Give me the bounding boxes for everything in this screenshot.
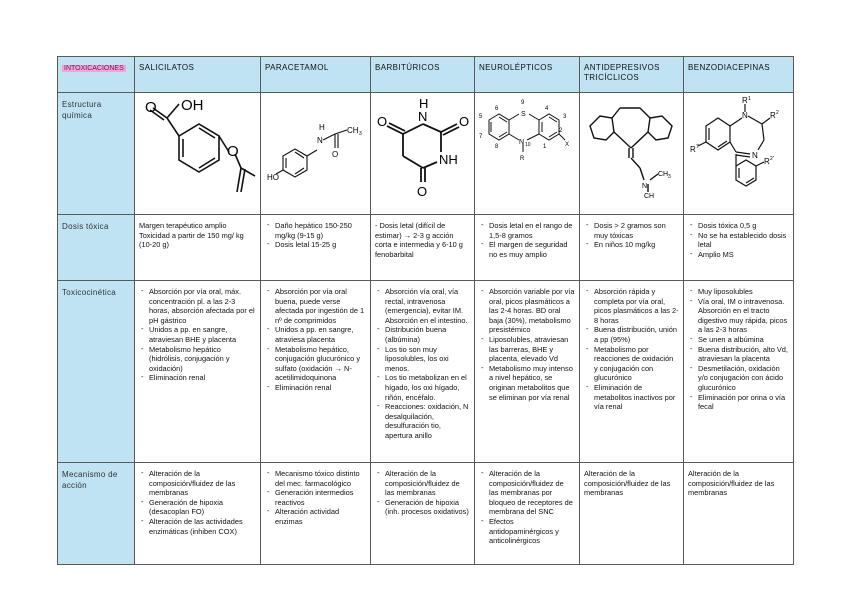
toxico-salicilatos-item: - Absorción por vía oral, máx. concentración pl. a las 2-3 horas, absorción afectada por el pH gástrico <box>149 287 256 325</box>
dosis-antidepresivos <box>580 215 684 281</box>
dosis-salicilatos-text: Margen terapéutico amplio Toxicidad a partir de 150 mg/ kg (10-20 g) <box>139 221 244 250</box>
phenothiazine-position-9: 9 <box>521 100 525 106</box>
dosis-benzodiacepinas-item: - No se ha establecido dosis letal <box>698 231 789 250</box>
tricyclic-ch3-bottom-label: CH <box>644 193 655 200</box>
phenothiazine-position-1: 1 <box>543 144 547 150</box>
structure-barbituricos <box>371 93 475 215</box>
dosis-antidepresivos-item: - En niños 10 mg/kg <box>594 240 679 250</box>
paracetamol-o-label: O <box>332 150 339 159</box>
row-estructura <box>58 93 794 215</box>
mecanismo-salicilatos <box>135 463 261 565</box>
benzodiazepine-molecule-image <box>688 96 790 200</box>
dosis-paracetamol <box>261 215 371 281</box>
toxico-paracetamol <box>261 281 371 463</box>
tricyclic-n-label: N <box>642 183 648 190</box>
mecanismo-salicilatos-item: - Alteración de las actividades enzimáticas (inhiben COX) <box>149 517 256 536</box>
barbiturate-h-label: H <box>419 96 429 111</box>
toxico-neurolepticos-item: - Absorción variable por vía oral, picos plasmáticos a las 2-4 horas. BD oral baja (30%), metabolismo presistémico <box>489 287 575 335</box>
phenothiazine-position-10: 10 <box>525 142 531 148</box>
toxico-benzodiacepinas-item: - Desmetilación, oxidación y/o conjugación con ácido glucurónico <box>698 364 789 393</box>
toxico-antidepresivos <box>580 281 684 463</box>
dosis-benzodiacepinas <box>684 215 794 281</box>
salicylate-oh-label: OH <box>181 97 204 114</box>
corner-label: INTOXICACIONES <box>64 65 124 72</box>
dosis-neurolepticos-item: - El margen de seguridad no es muy amplio <box>489 240 575 259</box>
toxico-paracetamol-item: - Metabolismo hepático, conjugación glucurónico y sulfato (oxidación → N-acetilimidoquinona <box>275 345 366 383</box>
phenothiazine-r-label: R <box>520 156 525 162</box>
phenothiazine-position-2: 2 <box>559 128 563 134</box>
toxico-barbituricos-item: - Los tio son muy liposolubles, los oxi menos. <box>385 345 470 374</box>
structure-salicilatos <box>135 93 261 215</box>
row-dosis <box>58 215 794 281</box>
phenothiazine-position-3: 3 <box>563 114 567 120</box>
benzodiazepine-n4-label: N <box>752 151 758 160</box>
mecanismo-salicilatos-item: - Generación de hipoxia (desacoplan FO) <box>149 498 256 517</box>
toxico-barbituricos-item: - Absorción vía oral, vía rectal, intravenosa (emergencia), evitar IM. Absorción en el intestino. <box>385 287 470 325</box>
dosis-antidepresivos-item: - Dosis > 2 gramos son muy tóxicas <box>594 221 679 240</box>
toxico-benzodiacepinas-item: - Se unen a albúmina <box>698 335 789 345</box>
col-header-salicilatos: SALICILATOS <box>135 57 261 93</box>
benzodiazepine-n1-label: N <box>742 111 748 120</box>
toxico-barbituricos-item: - Distribución buena (albúmina) <box>385 325 470 344</box>
toxico-benzodiacepinas-item: - Eliminación por orina o vía fecal <box>698 393 789 412</box>
mecanismo-antidepresivos <box>580 463 684 565</box>
mecanismo-neurolepticos-item: - Efectos antidopaminérgicos y anticolinérgicos <box>489 517 575 546</box>
toxico-benzodiacepinas-item: - Vía oral, IM o intravenosa. Absorción en el tracto digestivo muy rápida, picos a las 2-3 horas <box>698 297 789 335</box>
mecanismo-paracetamol-item: - Alteración actividad enzimas <box>275 507 366 526</box>
paracetamol-h-label: H <box>319 123 325 132</box>
toxico-salicilatos <box>135 281 261 463</box>
phenothiazine-position-8: 8 <box>495 144 499 150</box>
toxico-salicilatos-item: - Metabolismo hepático (hidrólisis, conjugación y oxidación) <box>149 345 256 374</box>
dosis-benzodiacepinas-item: - Amplio MS <box>698 250 789 260</box>
dosis-salicilatos <box>135 215 261 281</box>
dosis-neurolepticos-item: - Dosis letal en el rango de 1,5-8 gramos <box>489 221 575 240</box>
phenothiazine-position-5: 5 <box>479 114 483 120</box>
row-mecanismo <box>58 463 794 565</box>
paracetamol-ch3-label: CH <box>347 126 359 135</box>
phenothiazine-position-4: 4 <box>545 106 549 112</box>
toxico-neurolepticos-item: - Liposolubles, atraviesan las barreras, BHE y placenta, elevado Vd <box>489 335 575 364</box>
paracetamol-n-label: N <box>317 136 323 145</box>
toxico-antidepresivos-item: - Eliminación de metabolitos inactivos por vía renal <box>594 383 679 412</box>
barbiturate-molecule-image <box>375 96 473 200</box>
paracetamol-molecule-image <box>265 96 369 200</box>
toxico-paracetamol-item: - Unidos a pp. en sangre, atraviesa placenta <box>275 325 366 344</box>
benzodiazepine-r1-label: R <box>742 96 748 105</box>
benzodiazepine-r2prime-label: R <box>764 157 770 166</box>
barbiturate-nh-label: NH <box>439 152 458 167</box>
toxico-neurolepticos-item: - Metabolismo muy intenso a nivel hepático, se originan metabolitos que se eliminan por vía renal <box>489 364 575 402</box>
row-label-toxicocinetica: Toxicocinética <box>58 281 135 463</box>
benzodiazepine-r2-superscript: 2 <box>776 110 779 116</box>
barbiturate-o-bottom-label: O <box>417 184 428 199</box>
barbiturate-n-label: N <box>418 109 428 124</box>
benzodiazepine-r1-superscript: 1 <box>748 96 751 102</box>
toxico-barbituricos-item: - Reacciones: oxidación, N desalquilación, desulfuración tio, apertura anillo <box>385 402 470 440</box>
mecanismo-paracetamol <box>261 463 371 565</box>
salicylate-o-label: O <box>145 99 157 116</box>
structure-neurolepticos <box>475 93 580 215</box>
corner-cell <box>58 57 135 93</box>
structure-paracetamol <box>261 93 371 215</box>
dosis-paracetamol-item: - Dosis letal 15-25 g <box>275 240 366 250</box>
col-header-neurolepticos: NEUROLÉPTICOS <box>475 57 580 93</box>
mecanismo-neurolepticos <box>475 463 580 565</box>
toxico-antidepresivos-item: - Buena distribución, unión a pp (95%) <box>594 325 679 344</box>
toxico-benzodiacepinas-item: - Muy liposolubles <box>698 287 789 297</box>
paracetamol-ch3-subscript: 3 <box>359 131 362 137</box>
mecanismo-benzodiacepinas <box>684 463 794 565</box>
row-label-estructura: Estructura química <box>58 93 135 215</box>
benzodiazepine-r2-label: R <box>770 111 776 120</box>
barbiturate-o-right-label: O <box>459 114 470 129</box>
phenothiazine-n-label: N <box>519 139 525 146</box>
mecanismo-paracetamol-item: - Generación intermedios reactivos <box>275 488 366 507</box>
mecanismo-paracetamol-item: - Mecanismo tóxico distinto del mec. farmacológico <box>275 469 366 488</box>
col-header-barbituricos: BARBITÚRICOS <box>371 57 475 93</box>
intoxication-table <box>57 56 794 565</box>
toxico-benzodiacepinas <box>684 281 794 463</box>
toxico-antidepresivos-item: - Metabolismo por reacciones de oxidación y conjugación con glucurónico <box>594 345 679 383</box>
col-header-paracetamol: PARACETAMOL <box>261 57 371 93</box>
phenothiazine-molecule-image <box>479 96 575 166</box>
benzodiazepine-r7-superscript: 7 <box>696 144 699 150</box>
tricyclic-ch3-top-label: CH <box>658 171 669 178</box>
col-header-benzodiacepinas: BENZODIACEPINAS <box>684 57 794 93</box>
mecanismo-neurolepticos-item: - Alteración de la composición/fluidez de las membranas por bloqueo de receptores de membrana del SNC <box>489 469 575 517</box>
mecanismo-barbituricos-item: - Generación de hipoxia (inh. procesos oxidativos) <box>385 498 470 517</box>
toxico-benzodiacepinas-item: - Buena distribución, alto Vd, atraviesan la placenta <box>698 345 789 364</box>
barbiturate-o-left-label: O <box>377 114 388 129</box>
salicylate-molecule-image <box>139 96 257 200</box>
row-label-mecanismo: Mecanismo de acción <box>58 463 135 565</box>
mecanismo-benzodiacepinas-text: Alteración de la composición/fluidez de las membranas <box>688 469 775 498</box>
salicylate-ester-o-label: O <box>227 143 239 160</box>
dosis-paracetamol-item: - Daño hepático 150-250 mg/kg (9-15 g) <box>275 221 366 240</box>
toxico-paracetamol-item: - Absorción por vía oral buena, puede verse afectada por ingestión de 1 nº de comprimidos <box>275 287 366 325</box>
tricyclic-molecule-image <box>584 96 682 200</box>
toxico-salicilatos-item: - Eliminación renal <box>149 373 256 383</box>
toxico-barbituricos <box>371 281 475 463</box>
mecanismo-barbituricos <box>371 463 475 565</box>
structure-benzodiacepinas <box>684 93 794 215</box>
toxico-paracetamol-item: - Eliminación renal <box>275 383 366 393</box>
phenothiazine-position-6: 6 <box>495 106 499 112</box>
dosis-benzodiacepinas-item: - Dosis tóxica 0,5 g <box>698 221 789 231</box>
dosis-barbituricos-text: - Dosis letal (difícil de estimar) → 2-3 g acción corta e intermedia y 6-10 g fenobarbital <box>375 221 463 259</box>
paracetamol-ho-label: HO <box>267 173 279 182</box>
benzodiazepine-r7-label: R <box>690 145 696 154</box>
mecanismo-antidepresivos-text: Alteración de la composición/fluidez de las membranas <box>584 469 671 498</box>
phenothiazine-position-7: 7 <box>479 134 483 140</box>
row-toxicocinetica <box>58 281 794 463</box>
phenothiazine-s-label: S <box>521 111 526 118</box>
toxico-neurolepticos <box>475 281 580 463</box>
mecanismo-barbituricos-item: - Alteración de la composición/fluidez de las membranas <box>385 469 470 498</box>
dosis-neurolepticos <box>475 215 580 281</box>
phenothiazine-x-label: X <box>565 142 570 148</box>
toxico-salicilatos-item: - Unidos a pp. en sangre, atraviesan BHE y placenta <box>149 325 256 344</box>
toxico-antidepresivos-item: - Absorción rápida y completa por vía oral, picos plasmáticos a las 2-8 horas <box>594 287 679 325</box>
col-header-antidepresivos: ANTIDEPRESIVOS TRICÍCLICOS <box>580 57 684 93</box>
dosis-barbituricos <box>371 215 475 281</box>
tricyclic-ch3-top-subscript: 3 <box>668 174 671 180</box>
mecanismo-salicilatos-item: - Alteración de la composición/fluidez de las membranas <box>149 469 256 498</box>
benzodiazepine-r2prime-superscript: 2' <box>770 156 774 162</box>
header-row <box>58 57 794 93</box>
toxico-barbituricos-item: - Los tio metabolizan en el hígado, los oxi hígado, riñón, encéfalo. <box>385 373 470 402</box>
row-label-dosis: Dosis tóxica <box>58 215 135 281</box>
structure-antidepresivos <box>580 93 684 215</box>
